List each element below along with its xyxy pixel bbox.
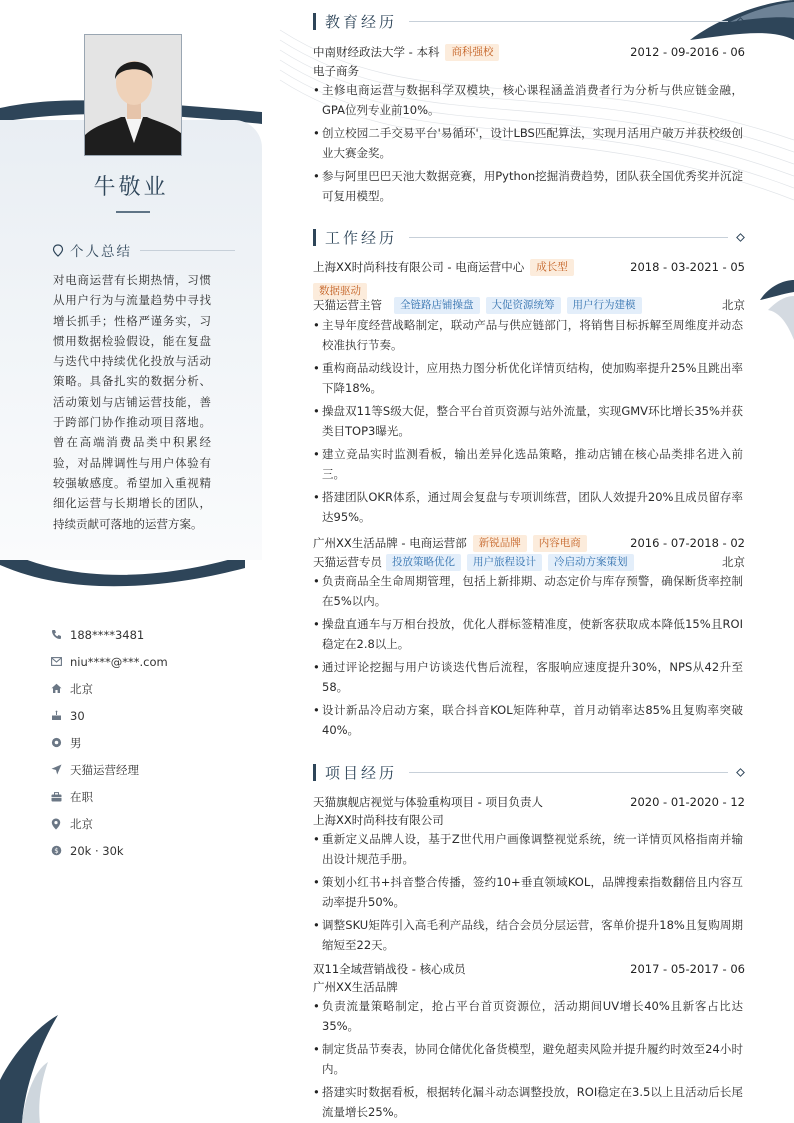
list-item: • 搭建实时数据看板，根据转化漏斗动态调整投放，ROI稳定在3.5以上且活动后长尾流量增长25%。 <box>313 1082 743 1122</box>
role-tag: 冷启动方案策划 <box>548 554 634 571</box>
education-date: 2012 - 09-2016 - 06 <box>630 45 745 59</box>
heading-rule <box>409 21 728 22</box>
salary-icon <box>50 845 62 857</box>
summary-title: 个人总结 <box>70 244 132 260</box>
list-item: • 创立校园二手交易平台'易循环'，设计LBS匹配算法，实现月活用户破万并获校级创业大赛金奖。 <box>313 123 743 163</box>
company-name: 广州XX生活品牌 - 电商运营部 <box>313 536 467 550</box>
school-tag: 商科强校 <box>445 44 499 61</box>
job-entry <box>313 534 745 552</box>
role-row <box>313 553 745 571</box>
projects-heading <box>313 762 745 782</box>
briefcase-icon <box>50 791 62 803</box>
job-date: 2016 - 07-2018 - 02 <box>630 536 745 550</box>
company-tag: 数据驱动 <box>313 283 367 300</box>
role-row <box>313 296 745 314</box>
heading-bar <box>313 13 316 30</box>
work-heading <box>313 227 745 247</box>
list-item: • 主导年度经营战略制定，联动产品与供应链部门，将销售目标拆解至周维度并动态校准执行节奏。 <box>313 315 743 355</box>
avatar <box>85 35 182 156</box>
project-date: 2020 - 01-2020 - 12 <box>630 795 745 809</box>
job-city: 北京 <box>722 298 745 312</box>
list-item: • 主修电商运营与数据科学双模块，核心课程涵盖消费者行为分析与供应链金融，GPA位列专业前10%。 <box>313 80 743 120</box>
profile-card <box>0 120 262 560</box>
contact-list <box>50 621 168 864</box>
contact-status: 在职 <box>50 783 168 810</box>
contact-phone: 188****3481 <box>50 621 168 648</box>
role-tag: 大促资源统筹 <box>486 297 561 314</box>
job-city: 北京 <box>722 555 745 569</box>
project-entry <box>313 960 745 978</box>
heading-rule <box>409 237 728 238</box>
school-name: 中南财经政法大学 - 本科 <box>313 45 440 59</box>
heading-bar <box>313 229 316 246</box>
list-item: • 重新定义品牌人设，基于Z世代用户画像调整视觉系统，统一详情页风格指南并输出设计规范手册。 <box>313 829 743 869</box>
phone-icon <box>50 629 62 641</box>
job-bullets <box>313 571 743 743</box>
company-tag: 内容电商 <box>533 535 587 552</box>
project-name: 双11全域营销战役 - 核心成员 <box>313 962 466 976</box>
gender-icon <box>50 737 62 749</box>
summary-divider <box>140 250 235 251</box>
contact-age: 30 <box>50 702 168 729</box>
list-item: • 搭建团队OKR体系，通过周会复盘与专项训练营，团队人效提升20%且成员留存率达95%。 <box>313 487 743 527</box>
list-item: • 策划小红书+抖音整合传播，签约10+垂直领域KOL，品牌搜索指数翻倍且内容互动率提升50%。 <box>313 872 743 912</box>
list-item: • 负责商品全生命周期管理，包括上新排期、动态定价与库存预警，确保断货率控制在5%以内。 <box>313 571 743 611</box>
list-item: • 建立竞品实时监测看板，输出差异化选品策略，推动店铺在核心品类排名进入前三。 <box>313 444 743 484</box>
heading-rule <box>409 772 728 773</box>
project-org: 上海XX时尚科技有限公司 <box>313 813 444 827</box>
list-item: • 设计新品冷启动方案，联合抖音KOL矩阵种草，首月动销率达85%且复购率突破40%。 <box>313 700 743 740</box>
name-underline <box>116 211 150 213</box>
role-tag: 用户行为建模 <box>567 297 642 314</box>
contact-email: niu****@***.com <box>50 648 168 675</box>
location-pin-icon <box>52 244 64 257</box>
list-item: • 参与阿里巴巴天池大数据竞赛，用Python挖掘消费趋势，团队获全国优秀奖并沉淀可复用模型。 <box>313 166 743 206</box>
contact-salary: $ 20k · 30k <box>50 837 168 864</box>
home-icon <box>50 683 62 695</box>
job-date: 2018 - 03-2021 - 05 <box>630 260 745 274</box>
role-title: 天猫运营专员 <box>313 555 382 569</box>
project-date: 2017 - 05-2017 - 06 <box>630 962 745 976</box>
role-tag: 用户旅程设计 <box>467 554 542 571</box>
role-tag: 全链路店铺操盘 <box>394 297 480 314</box>
role-title: 天猫运营主管 <box>313 298 382 312</box>
summary-text: 对电商运营有长期热情，习惯从用户行为与流量趋势中寻找增长抓手；性格严谨务实，习惯用数据检验假设，能在复盘与迭代中持续优化投放与活动策略。具备扎实的数据分析、活动策划与店铺运营技能，善于跨部门协作推动项目落地。曾在高端消费品类中积累经验，对品牌调性与用户体验有较强敏感度。希望加入重视精细化运营与长期增长的团队，持续贡献可落地的运营方案。 <box>53 273 211 531</box>
list-item: • 通过评论挖掘与用户访谈迭代售后流程，客服响应速度提升30%，NPS从42升至58。 <box>313 657 743 697</box>
diamond-icon <box>736 17 745 26</box>
list-item: • 重构商品动线设计，应用热力图分析优化详情页结构，使加购率提升25%且跳出率下降18%。 <box>313 358 743 398</box>
contact-position: 天猫运营经理 <box>50 756 168 783</box>
project-name: 天猫旗舰店视觉与体验重构项目 - 项目负责人 <box>313 795 543 809</box>
project-entry <box>313 793 745 811</box>
summary-heading <box>52 240 132 260</box>
list-item: • 负责流量策略制定，抢占平台首页资源位，活动期间UV增长40%且新客占比达35%。 <box>313 996 743 1036</box>
company-tag: 新锐品牌 <box>473 535 527 552</box>
contact-location: 北京 <box>50 810 168 837</box>
project-bullets <box>313 996 743 1123</box>
education-title: 教育经历 <box>325 12 398 31</box>
list-item: • 制定货品节奏表，协同仓储优化备货模型，避免超卖风险并提升履约时效至24小时内。 <box>313 1039 743 1079</box>
work-title: 工作经历 <box>325 228 398 247</box>
diamond-icon <box>736 233 745 242</box>
job-bullets <box>313 315 743 530</box>
job-entry <box>313 258 745 276</box>
list-item: • 调整SKU矩阵引入高毛利产品线，结合会员分层运营，客单价提升18%且复购周期缩短至22天。 <box>313 915 743 955</box>
company-name: 上海XX时尚科技有限公司 - 电商运营中心 <box>313 260 525 274</box>
cake-icon <box>50 710 62 722</box>
contact-gender: 男 <box>50 729 168 756</box>
role-tag: 投放策略优化 <box>386 554 461 571</box>
contact-home: 北京 <box>50 675 168 702</box>
company-tag: 成长型 <box>530 259 574 276</box>
list-item: • 操盘双11等S级大促，整合平台首页资源与站外流量，实现GMV环比增长35%并获类目TOP3曝光。 <box>313 401 743 441</box>
education-entry <box>313 43 745 61</box>
project-bullets <box>313 829 743 958</box>
candidate-name: 牛敬业 <box>93 175 169 200</box>
svg-text:$: $ <box>53 847 59 856</box>
project-org: 广州XX生活品牌 <box>313 980 398 994</box>
profile-photo <box>84 34 182 156</box>
major: 电子商务 <box>313 64 359 78</box>
send-icon <box>50 764 62 776</box>
education-bullets <box>313 80 743 209</box>
diamond-icon <box>736 768 745 777</box>
list-item: • 操盘直通车与万相台投放，优化人群标签精准度，使新客获取成本降低15%且ROI稳定在2.8以上。 <box>313 614 743 654</box>
projects-title: 项目经历 <box>325 763 398 782</box>
education-heading <box>313 11 745 31</box>
email-icon <box>50 656 62 668</box>
heading-bar <box>313 764 316 781</box>
location-pin-icon <box>50 818 62 830</box>
